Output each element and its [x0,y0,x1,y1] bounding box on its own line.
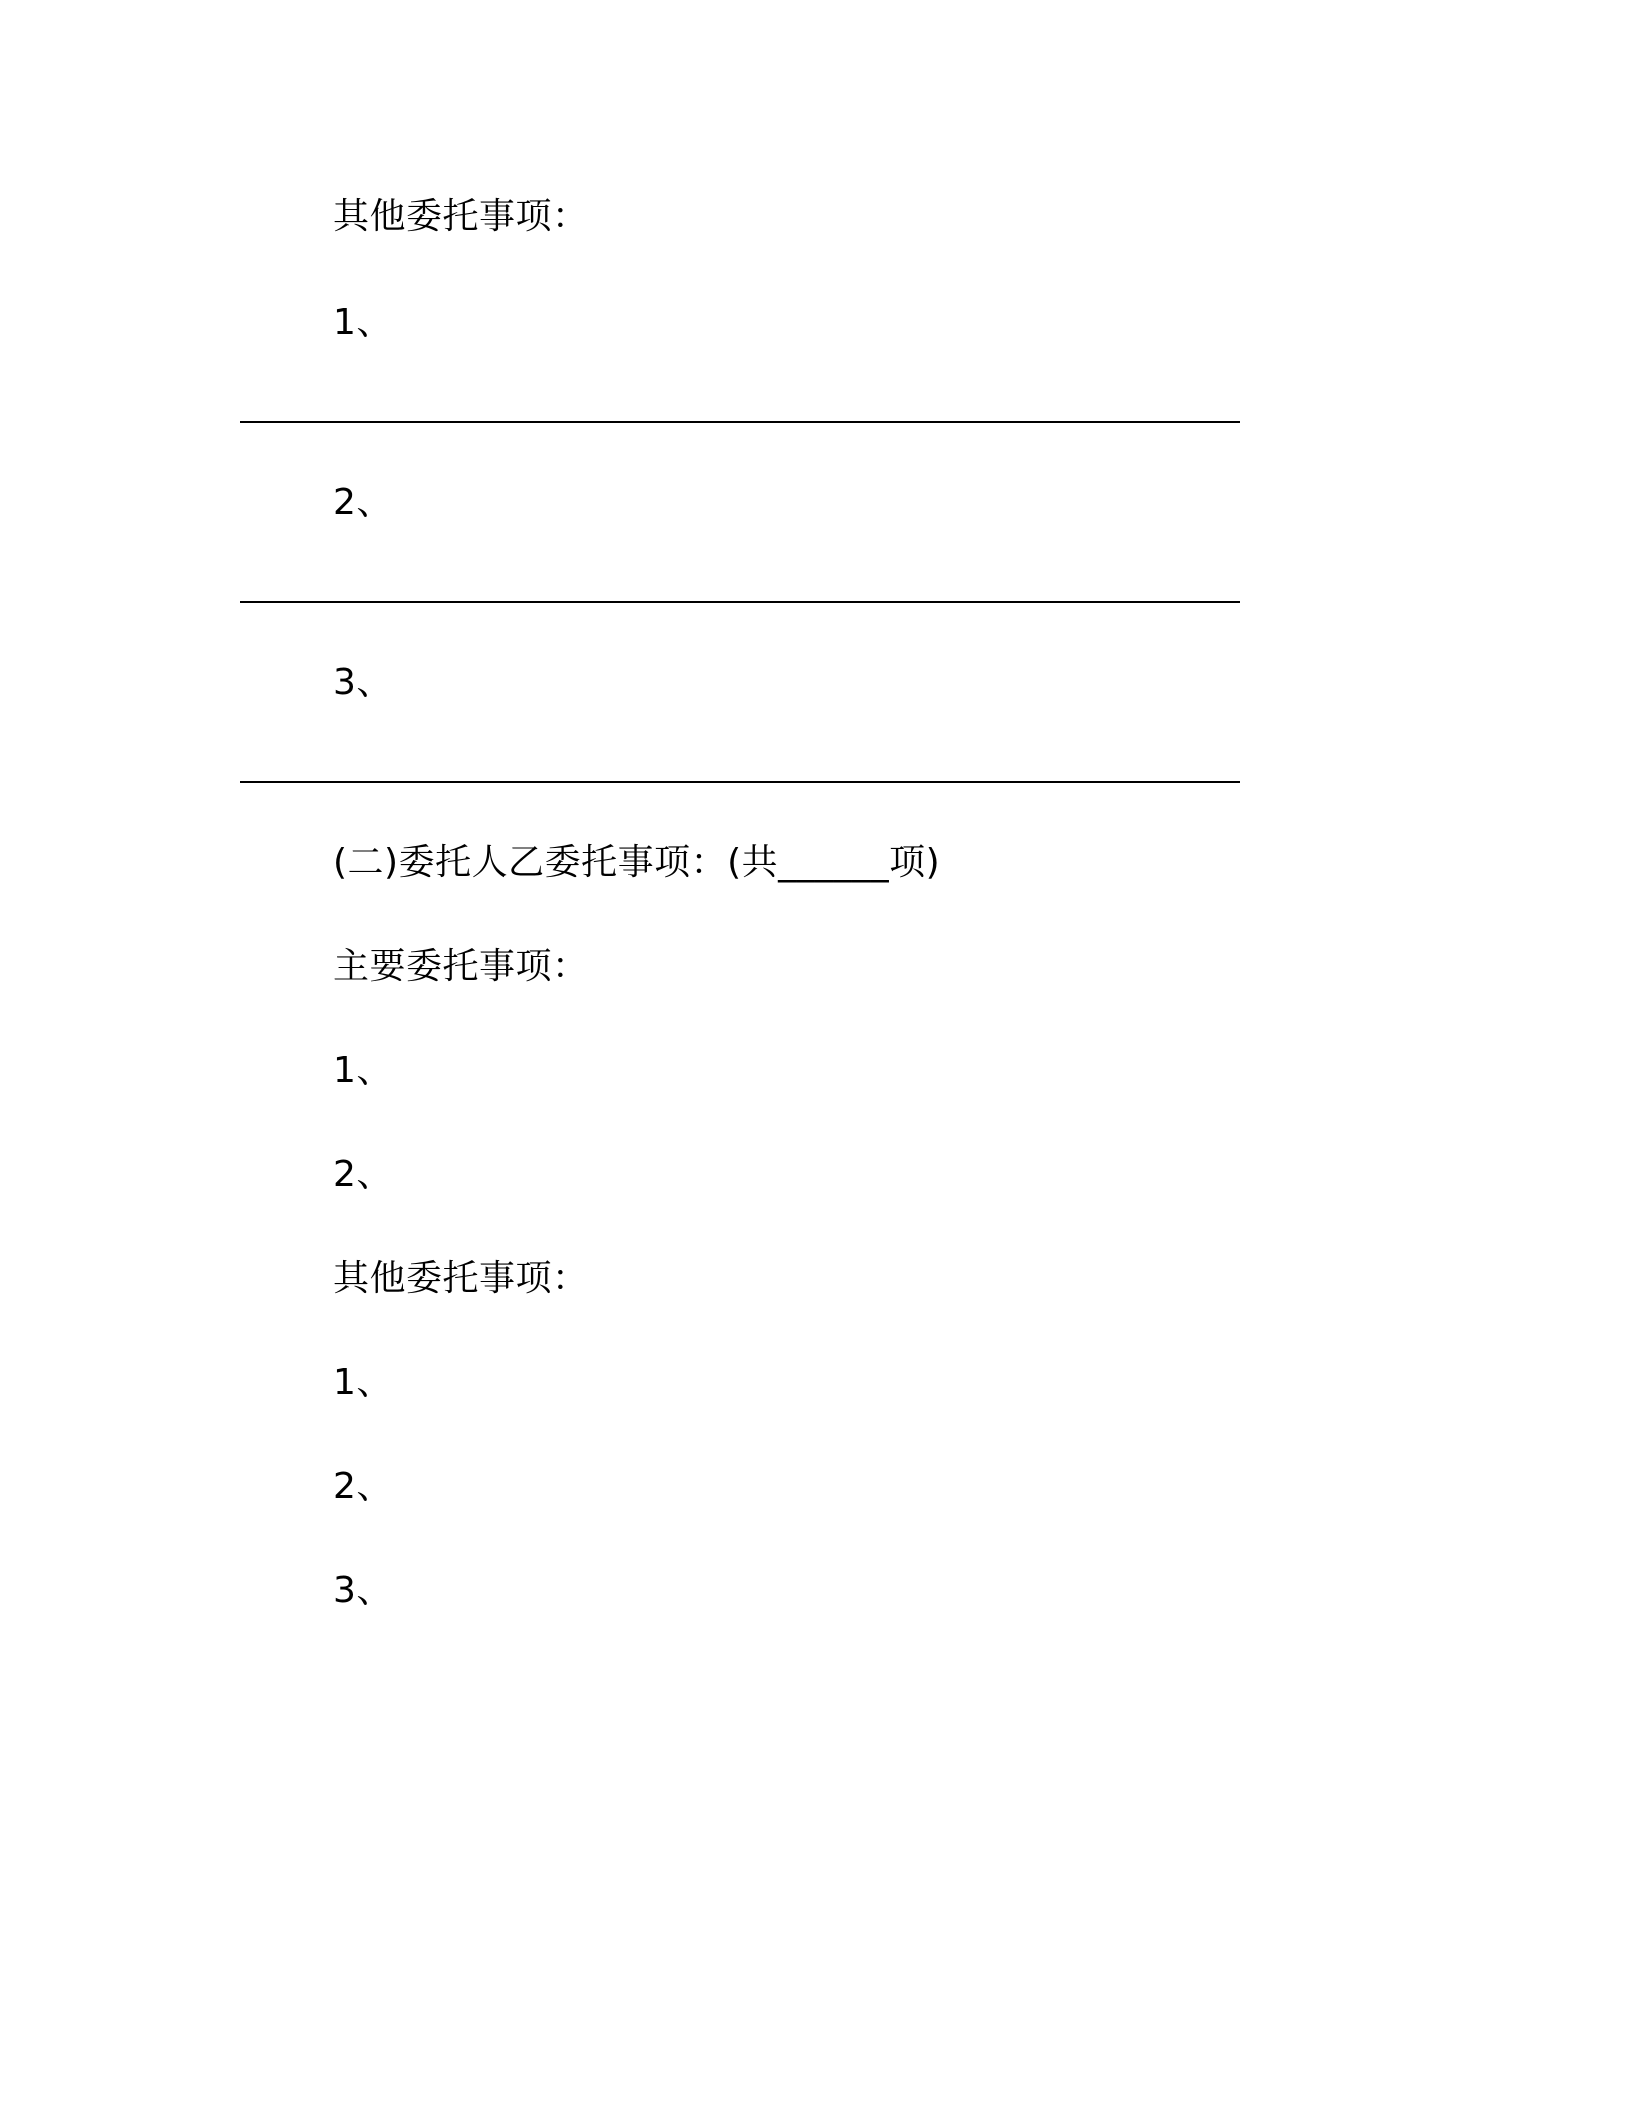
main-matters-heading: 主要委托事项： [333,946,589,987]
blank-fill-line [240,781,1240,783]
list-item-number: 2、 [333,1154,393,1195]
other-matters-heading: 其他委托事项： [333,1258,589,1299]
list-item-number: 3、 [333,662,393,703]
blank-fill-line [240,421,1240,423]
list-item-number: 1、 [333,302,393,343]
list-item-number: 2、 [333,482,393,523]
list-item-number: 1、 [333,1050,393,1091]
section-heading: (二)委托人乙委托事项：(共______项) [333,842,941,883]
list-item-number: 3、 [333,1570,393,1611]
blank-fill-line [240,601,1240,603]
list-item-number: 2、 [333,1466,393,1507]
list-item-number: 1、 [333,1362,393,1403]
other-matters-heading: 其他委托事项： [333,196,589,237]
